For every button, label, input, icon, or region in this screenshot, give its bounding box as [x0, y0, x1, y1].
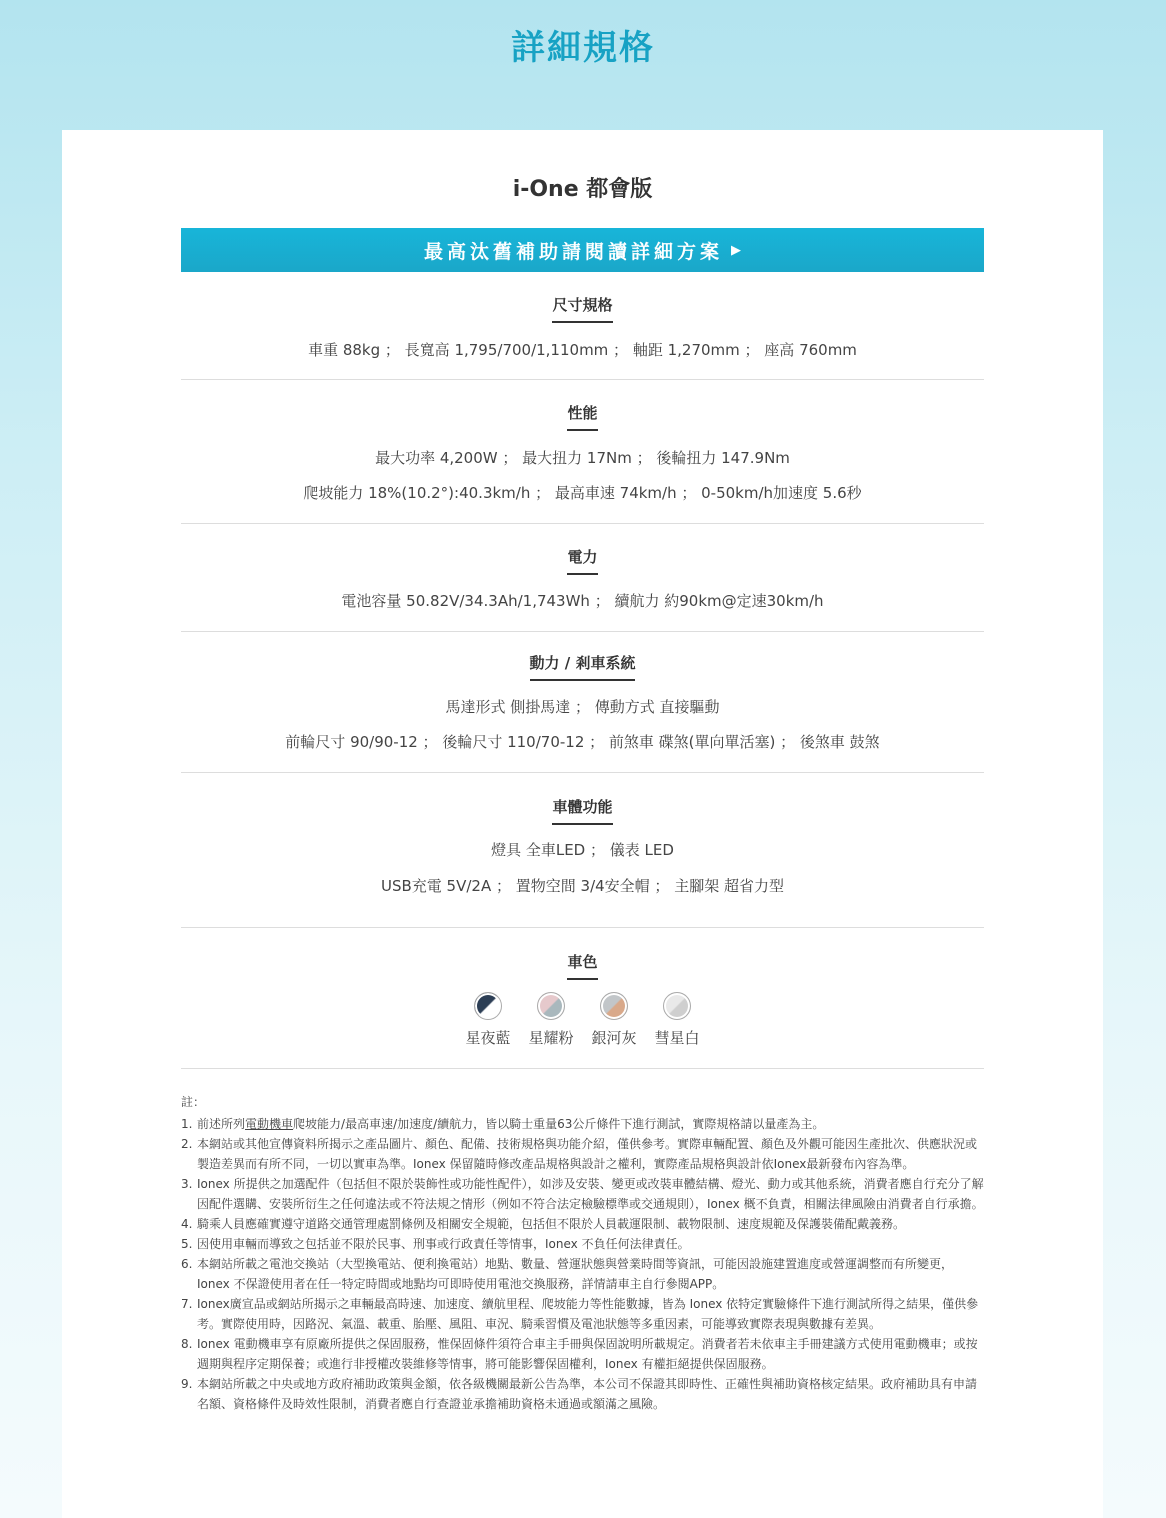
electric-scooter-link[interactable]: 電動機車	[245, 1117, 294, 1131]
note-number: 6.	[181, 1257, 193, 1271]
note-item	[181, 1134, 984, 1174]
color-option[interactable]	[654, 992, 700, 1048]
note-number: 5.	[181, 1237, 193, 1251]
note-item	[181, 1374, 984, 1414]
note-number: 4.	[181, 1217, 193, 1231]
notes-heading: 註：	[181, 1095, 206, 1109]
spec-line: 燈具 全車LED ； 儀表 LED	[491, 841, 674, 859]
divider	[181, 1068, 984, 1069]
note-text: 因使用車輛而導致之包括並不限於民事、刑事或行政責任等情事，Ionex 不負任何法律責任。	[197, 1237, 690, 1251]
note-item	[181, 1214, 984, 1234]
divider	[181, 772, 984, 773]
note-number: 8.	[181, 1337, 193, 1351]
subsidy-banner-label: 最高汰舊補助請閱讀詳細方案	[423, 240, 723, 263]
section-title-body-features: 車體功能	[62, 796, 1103, 825]
spec-line: USB充電 5V/2A ； 置物空間 3/4安全帽 ； 主腳架 超省力型	[381, 877, 784, 895]
spec-line: 前輪尺寸 90/90-12 ； 後輪尺寸 110/70-12 ； 前煞車 碟煞(單向單活塞) ； 後煞車 鼓煞	[285, 733, 880, 751]
note-text: Ionex廣宣品或網站所揭示之車輛最高時速、加速度、續航里程、爬坡能力等性能數據，皆為 Ionex 依特定實驗條件下進行測試所得之結果，僅供參考。實際使用時，因路況、氣溫、載重、胎壓、風阻、車況、騎乘習慣及電池狀態等多重因素，可能導致實際表現與數據有差異。	[197, 1297, 979, 1331]
page-title: 詳細規格	[511, 28, 655, 68]
color-label: 銀河灰	[591, 1029, 637, 1047]
note-number: 7.	[181, 1297, 193, 1311]
note-text: Ionex 電動機車享有原廠所提供之保固服務，惟保固條件須符合車主手冊與保固說明所載規定。消費者若未依車主手冊建議方式使用電動機車；或按週期與程序定期保養；或進行非授權改裝維修等情事，將可能影響保固權利，Ionex 有權拒絕提供保固服務。	[197, 1337, 978, 1371]
note-item	[181, 1234, 984, 1254]
notes-section	[181, 1092, 984, 1414]
section-title-performance: 性能	[62, 402, 1103, 431]
note-text: 本網站或其他宣傳資料所揭示之產品圖片、顏色、配備、技術規格與功能介紹，僅供參考。實際車輛配置、顏色及外觀可能因生產批次、供應狀況或製造差異而有所不同，一切以實車為準。Ionex 保留隨時修改產品規格與設計之權利，實際產品規格與設計依Ionex最新發布內容為準。	[197, 1137, 978, 1171]
section-title-colors: 車色	[62, 951, 1103, 980]
note-text: Ionex 所提供之加選配件（包括但不限於裝飾性或功能性配件），如涉及安裝、變更或改裝車體結構、燈光、動力或其他系統，消費者應自行充分了解因配件選購、安裝所衍生之任何違法或不符法規之情形（例如不符合法定檢驗標準或交通規則），Ionex 概不負責，相關法律風險由消費者自行承擔。	[197, 1177, 984, 1211]
note-text: 騎乘人員應確實遵守道路交通管理處罰條例及相關安全規範，包括但不限於人員載運限制、載物限制、速度規範及保護裝備配戴義務。	[197, 1217, 906, 1231]
note-item	[181, 1254, 984, 1294]
triangle-right-icon: ▶	[731, 242, 741, 258]
spec-line: 電池容量 50.82V/34.3Ah/1,743Wh ； 續航力 約90km@定速30km/h	[341, 592, 824, 610]
section-title-drivetrain-brakes: 動力 / 剎車系統	[62, 652, 1103, 681]
note-item	[181, 1114, 984, 1134]
divider	[181, 927, 984, 928]
color-option[interactable]	[465, 992, 511, 1048]
note-number: 9.	[181, 1377, 193, 1391]
subsidy-banner-button[interactable]	[181, 228, 984, 272]
color-label: 彗星白	[654, 1029, 700, 1047]
color-option[interactable]	[528, 992, 574, 1048]
spec-line: 爬坡能力 18%(10.2°):40.3km/h ； 最高車速 74km/h ； 0-50km/h加速度 5.6秒	[303, 484, 862, 502]
color-option[interactable]	[591, 992, 637, 1048]
spec-line: 車重 88kg ； 長寬高 1,795/700/1,110mm ； 軸距 1,270mm ； 座高 760mm	[308, 341, 857, 359]
note-item	[181, 1294, 984, 1334]
color-swatch[interactable]	[537, 992, 565, 1020]
model-title: i-One 都會版	[512, 177, 653, 202]
color-swatch[interactable]	[663, 992, 691, 1020]
divider	[181, 631, 984, 632]
note-number: 3.	[181, 1177, 193, 1191]
color-label: 星夜藍	[465, 1029, 511, 1047]
divider	[181, 523, 984, 524]
color-swatches	[62, 992, 1103, 1048]
note-text: 前述所列電動機車爬坡能力/最高車速/加速度/續航力，皆以騎士重量63公斤條件下進行測試，實際規格請以量產為主。	[197, 1117, 825, 1131]
note-number: 2.	[181, 1137, 193, 1151]
color-label: 星耀粉	[528, 1029, 574, 1047]
section-title-power: 電力	[62, 546, 1103, 575]
spec-line: 最大功率 4,200W ； 最大扭力 17Nm ； 後輪扭力 147.9Nm	[375, 449, 790, 467]
section-title-dimensions: 尺寸規格	[62, 294, 1103, 323]
note-item	[181, 1334, 984, 1374]
divider	[181, 379, 984, 380]
note-text: 本網站所載之中央或地方政府補助政策與金額，依各級機關最新公告為準，本公司不保證其即時性、正確性與補助資格核定結果。政府補助具有申請名額、資格條件及時效性限制，消費者應自行查證並承擔補助資格未通過或額滿之風險。	[197, 1377, 978, 1411]
note-number: 1.	[181, 1117, 193, 1131]
color-swatch[interactable]	[474, 992, 502, 1020]
spec-line: 馬達形式 側掛馬達 ； 傳動方式 直接驅動	[445, 698, 720, 716]
note-text: 本網站所載之電池交換站（大型換電站、便利換電站）地點、數量、營運狀態與營業時間等資訊，可能因設施建置進度或營運調整而有所變更，Ionex 不保證使用者在任一特定時間或地點均可即時使用電池交換服務，詳情請車主自行參閱APP。	[197, 1257, 954, 1291]
note-item	[181, 1174, 984, 1214]
color-swatch[interactable]	[600, 992, 628, 1020]
spec-card	[62, 130, 1103, 1518]
